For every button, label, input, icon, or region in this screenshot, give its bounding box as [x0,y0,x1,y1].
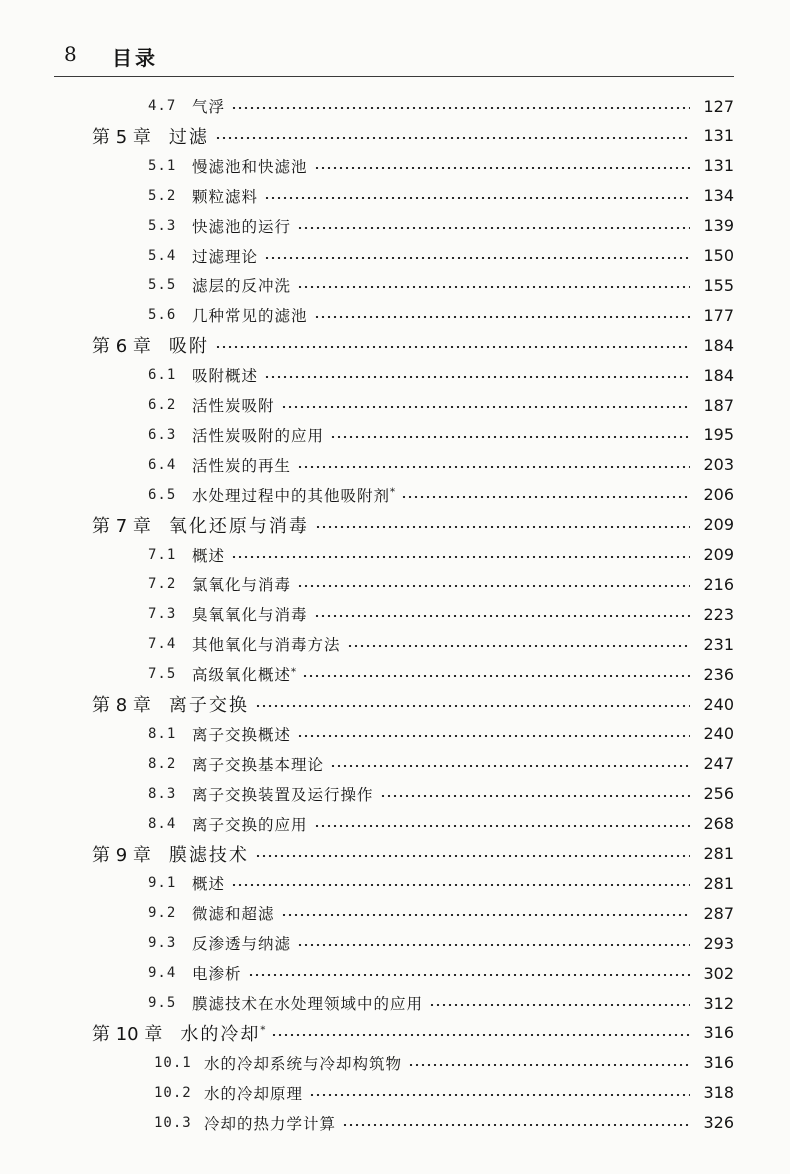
section-number: 9.2 [148,905,177,922]
page-ref: 240 [703,694,734,714]
section-title: 高级氧化概述 [192,666,292,685]
chapter-title: 水的冷却 [180,1023,261,1045]
section-number: 7.5 [148,666,177,683]
section-title: 几种常见的滤池 [192,307,308,326]
dot-leader [281,406,690,408]
page-ref: 223 [703,604,734,624]
toc-chapter-entry [92,689,734,719]
page-ref: 312 [703,993,734,1013]
page-ref: 316 [703,1053,734,1073]
toc-section-entry [148,181,734,211]
dot-leader [231,884,690,886]
dot-leader [302,675,690,677]
dot-leader [297,466,690,468]
section-title: 气浮 [192,98,226,116]
toc-section-entry [148,629,734,659]
toc-section-entry [148,659,734,689]
chapter-number: 第 7 章 [92,515,151,537]
toc-section-entry [148,270,734,300]
optional-marker: * [260,1025,266,1037]
dot-leader [264,197,690,199]
toc-section-entry [148,420,734,450]
toc-section-entry [148,599,734,629]
dot-leader [255,855,690,857]
section-number: 5.4 [148,247,177,264]
dot-leader [314,316,690,318]
toc-chapter-entry [92,121,734,151]
section-number: 8.2 [148,755,177,772]
dot-leader [231,556,690,558]
section-number: 5.5 [148,277,177,294]
section-number: 6.2 [148,397,177,413]
section-title: 离子交换的应用 [192,815,308,834]
dot-leader [314,825,690,827]
section-title: 过滤理论 [192,247,259,266]
chapter-number: 第 10 章 [92,1023,163,1045]
toc-section-entry [148,211,734,241]
section-number: 8.3 [148,785,177,802]
chapter-title: 离子交换 [168,695,249,716]
dot-leader [297,585,690,587]
section-number: 6.3 [148,426,177,443]
page-ref: 318 [703,1083,734,1103]
section-title: 概述 [192,875,226,894]
section-title: 离子交换概述 [192,725,292,744]
toc-chapter-entry [92,330,734,360]
chapter-number: 第 6 章 [92,336,151,358]
page-ref: 240 [703,724,734,744]
optional-marker: * [291,666,297,678]
toc-section-entry [148,300,734,330]
toc-section-entry [148,569,734,599]
running-header-title: 目录 [112,46,158,70]
page-ref: 216 [703,574,734,594]
page-ref: 231 [703,634,734,654]
section-number: 7.2 [148,576,177,593]
section-number: 6.4 [148,456,177,473]
toc-section-entry [148,719,734,749]
dot-leader [330,436,690,438]
dot-leader [264,376,690,378]
section-number: 9.3 [148,935,177,952]
toc-section-entry [148,450,734,480]
toc-section-entry [148,480,734,510]
section-title: 活性炭吸附 [192,397,275,415]
section-number: 9.1 [148,875,177,892]
header-rule [54,76,734,77]
page-ref: 247 [703,754,734,774]
dot-leader [408,1064,690,1066]
toc-section-entry [148,360,734,390]
dot-leader [315,526,690,528]
toc-section-entry [148,898,734,928]
chapter-title: 过滤 [168,126,209,148]
toc-section-entry [154,1108,734,1138]
section-number: 6.5 [148,486,177,503]
toc-chapter-entry [92,510,734,540]
dot-leader [297,227,690,229]
section-title: 氯氧化与消毒 [192,576,292,595]
section-number: 4.7 [148,98,177,114]
toc-chapter-entry [92,839,734,869]
dot-leader [231,107,690,109]
toc-section-entry [148,868,734,898]
dot-leader [297,735,690,737]
page-ref: 195 [703,425,734,445]
section-number: 8.1 [148,725,177,742]
page-ref: 184 [703,365,734,385]
section-number: 10.3 [154,1114,192,1131]
section-number: 7.1 [148,546,177,563]
page-ref: 209 [703,515,734,535]
page-ref: 206 [703,485,734,505]
chapter-number: 第 8 章 [92,695,151,716]
dot-leader [401,496,690,498]
page-ref: 281 [703,844,734,863]
dot-leader [264,257,690,259]
toc-section-entry [154,1048,734,1078]
section-number: 5.1 [148,157,177,174]
chapter-number: 第 5 章 [92,126,151,148]
toc-section-entry [154,1078,734,1108]
chapter-title: 吸附 [168,336,209,358]
optional-marker: * [390,487,396,499]
dot-leader [215,346,690,348]
dot-leader [255,705,690,707]
section-title: 水处理过程中的其他吸附剂 [192,486,391,505]
page-ref: 155 [703,275,734,295]
section-title: 离子交换基本理论 [192,755,325,774]
section-title: 臭氧氧化与消毒 [192,606,308,625]
toc-section-entry [148,241,734,271]
section-title: 吸附概述 [192,367,259,386]
section-number: 7.4 [148,636,177,653]
dot-leader [297,944,690,946]
page-ref: 281 [703,873,734,893]
dot-leader [314,167,690,169]
section-title: 颗粒滤料 [192,187,259,206]
page-ref: 131 [703,126,734,146]
page-number: 8 [64,42,77,66]
section-title: 冷却的热力学计算 [204,1114,337,1133]
section-title: 反渗透与纳滤 [192,935,292,954]
section-title: 水的冷却原理 [204,1084,304,1103]
section-number: 7.3 [148,606,177,623]
dot-leader [271,1034,690,1036]
toc-section-entry [148,749,734,779]
toc-section-entry [148,779,734,809]
page-ref: 203 [703,455,734,475]
section-title: 水的冷却系统与冷却构筑物 [204,1054,403,1073]
section-number: 8.4 [148,815,177,832]
section-title: 电渗析 [192,965,242,984]
page-ref: 134 [703,186,734,206]
dot-leader [342,1124,690,1126]
toc-section-entry [148,928,734,958]
toc-section-entry [148,988,734,1018]
page-ref: 268 [703,814,734,834]
page-ref: 187 [703,395,734,415]
section-title: 活性炭吸附的应用 [192,426,325,445]
section-title: 慢滤池和快滤池 [192,157,308,176]
dot-leader [297,286,690,288]
page-ref: 127 [703,96,734,116]
page-ref: 256 [703,784,734,804]
toc-chapter-entry [92,1018,734,1048]
toc-section-entry [148,390,734,420]
page-ref: 177 [703,305,734,325]
section-number: 9.5 [148,995,177,1011]
section-title: 其他氧化与消毒方法 [192,636,341,655]
toc-section-entry [148,958,734,988]
dot-leader [215,137,690,139]
dot-leader [248,974,690,976]
toc-section-entry [148,91,734,121]
page-ref: 209 [703,545,734,564]
section-number: 9.4 [148,965,177,982]
section-title: 膜滤技术在水处理领域中的应用 [192,995,424,1013]
page-ref: 326 [703,1113,734,1133]
page-ref: 293 [703,933,734,953]
page-ref: 287 [703,903,734,923]
section-title: 活性炭的再生 [192,456,292,475]
dot-leader [309,1094,690,1096]
chapter-title: 氧化还原与消毒 [168,515,309,537]
page-ref: 302 [703,963,734,983]
page-ref: 150 [703,246,734,265]
section-number: 10.1 [154,1054,192,1071]
page-ref: 236 [703,664,734,684]
section-title: 滤层的反冲洗 [192,277,292,296]
toc-section-entry [148,540,734,570]
section-number: 5.6 [148,307,177,324]
dot-leader [380,795,690,797]
dot-leader [281,914,690,916]
dot-leader [429,1004,690,1006]
dot-leader [347,645,690,647]
page-ref: 131 [703,156,734,176]
section-title: 离子交换装置及运行操作 [192,785,374,804]
page-ref: 139 [703,216,734,236]
page-ref: 316 [703,1023,734,1043]
page-header [0,0,790,84]
section-title: 概述 [192,546,226,565]
section-number: 10.2 [154,1084,192,1101]
section-title: 快滤池的运行 [192,217,292,236]
chapter-number: 第 9 章 [92,844,151,866]
section-title: 微滤和超滤 [192,905,275,924]
section-number: 5.2 [148,187,177,204]
page-ref: 184 [703,335,734,355]
section-number: 5.3 [148,217,177,234]
dot-leader [314,615,690,617]
toc-section-entry [148,151,734,181]
chapter-title: 膜滤技术 [168,844,249,866]
section-number: 6.1 [148,367,177,384]
toc-section-entry [148,809,734,839]
dot-leader [330,765,690,767]
